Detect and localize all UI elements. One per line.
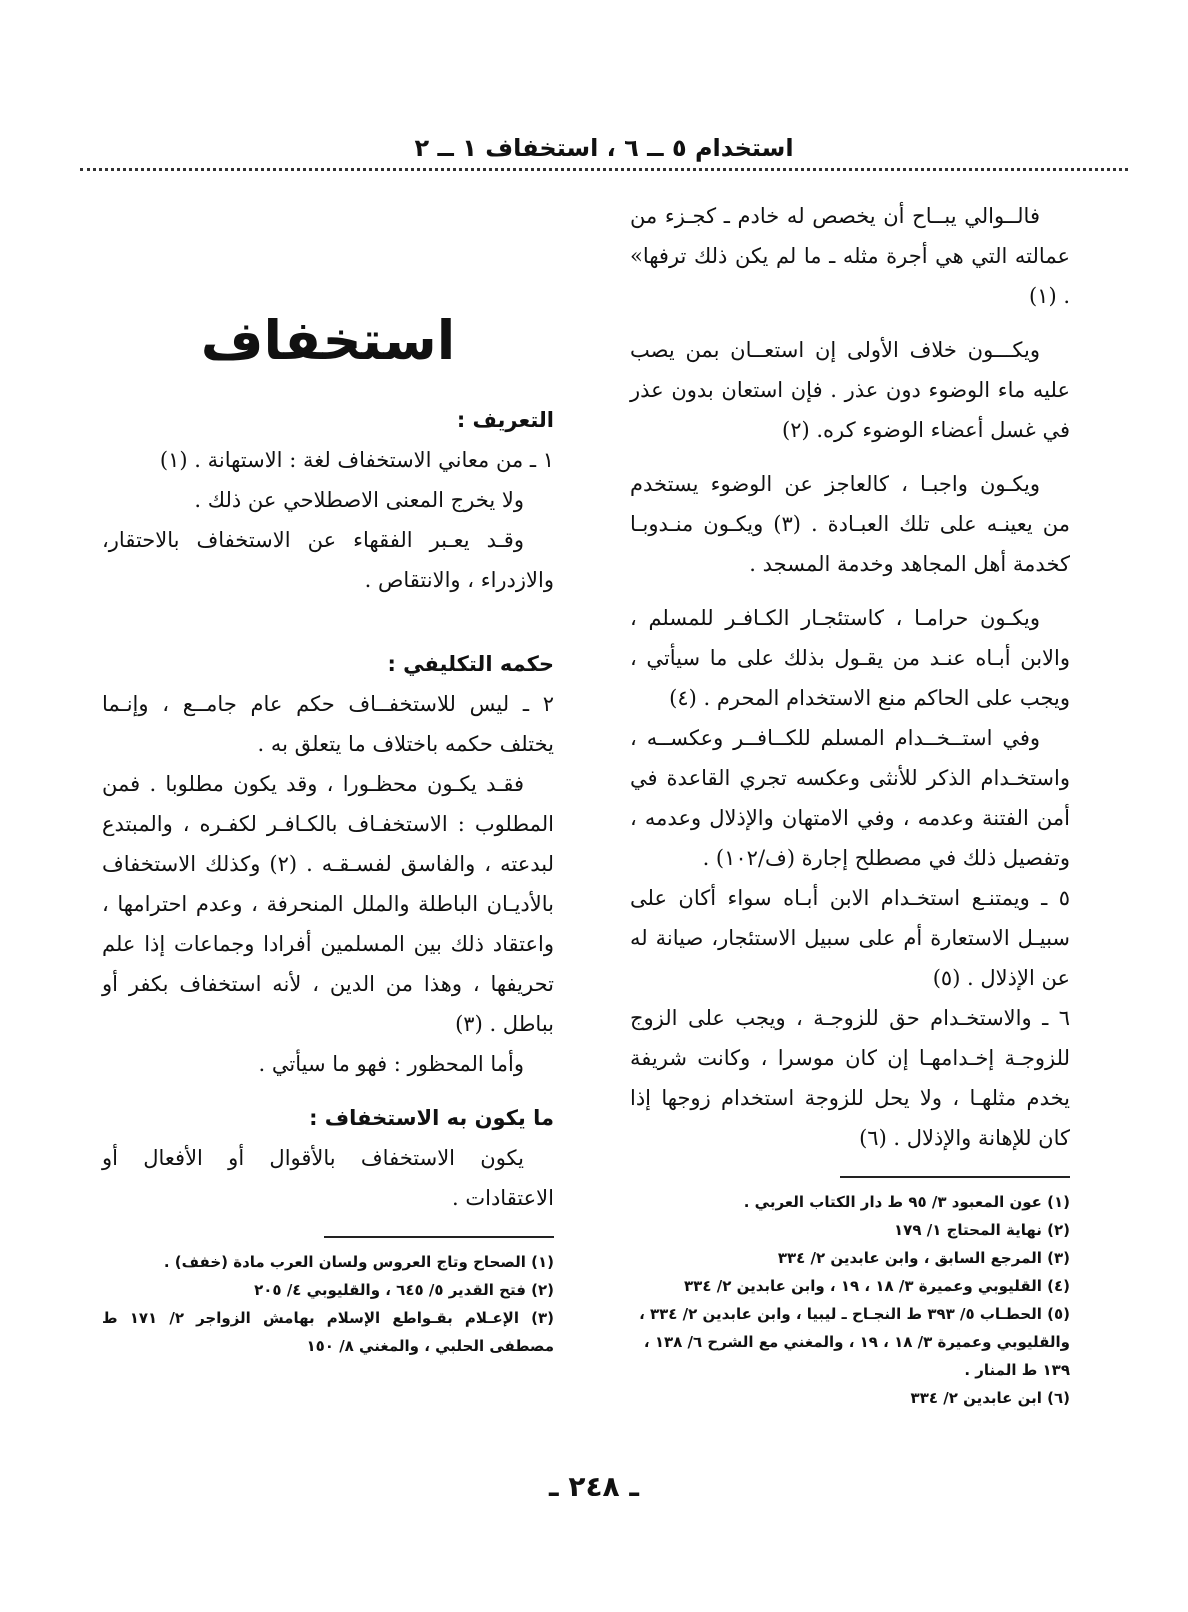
body-paragraph: ولا يخرج المعنى الاصطلاحي عن ذلك . (194, 488, 524, 512)
header-dotted-rule (80, 168, 1128, 171)
footnote: (٢) نهاية المحتاج ١/ ١٧٩ (894, 1221, 1070, 1239)
footnote: (٣) المرجع السابق ، وابن عابدين ٢/ ٣٣٤ (777, 1249, 1070, 1267)
footnote: (٦) ابن عابدين ٢/ ٣٣٤ (910, 1389, 1070, 1407)
body-paragraph: ٢ ـ ليس للاستخفــاف حكم عام جامــع ، وإنـما يختلف حكمه باختلاف ما يتعلق به . (102, 692, 554, 756)
footnote-rule (324, 1236, 554, 1238)
numbered-paragraph-6: ٦ ـ والاستخـدام حق للزوجـة ، ويجب على الزوج للزوجـة إخـدامهـا إن كان موسرا ، وكانت شريفة يخدم مثلهـا ، ولا يحل للزوجة استخدام زوجها إذا كان للإهانة والإذلال . (٦) (630, 1006, 1070, 1150)
footnote-rule (840, 1176, 1070, 1178)
running-header: استخدام ٥ ــ ٦ ، استخفاف ١ ــ ٢ (414, 134, 794, 162)
footnotes-left (102, 1248, 554, 1360)
footnote: والقليوبي وعميرة ٣/ ١٨ ، ١٩ ، والمغني مع الشرح ٦/ ١٣٨ ، (643, 1333, 1070, 1351)
body-paragraph: فقـد يكـون محظـورا ، وقد يكون مطلوبا . فمن المطلوب : الاستخفـاف بالكـافـر لكفـره ، والمبتدع لبدعته ، والفاسق لفسـقـه . (٢) وكذلك الاستخفاف بالأديـان الباطلة والملل المنحرفة ، وعدم احترامها ، واعتقاد ذلك بين المسلمين أفرادا وجماعات إذا علم تحريفها ، وهذا من الدين ، لأنه استخفاف بكفر أو بباطل . (٣) (102, 772, 554, 1036)
footnote: (٤) القليوبي وعميرة ٣/ ١٨ ، ١٩ ، وابن عابدين ٢/ ٣٣٤ (684, 1277, 1070, 1295)
page-number: ـ ٢٤٨ ـ (549, 1470, 639, 1503)
footnote: (٣) الإعـلام بقـواطع الإسلام بهامش الزواجر ٢/ ١٧١ ط مصطفى الحلبي ، والمغني ٨/ ١٥٠ (102, 1309, 555, 1355)
body-paragraph: ويكـون واجبـا ، كالعاجز عن الوضوء يستخدم من يعينـه على تلك العبـادة . (٣) ويكـون منـدوبـا كخدمة أهل المجاهد وخدمة المسجد . (630, 472, 1070, 576)
footnote: ١٣٩ ط المنار . (964, 1361, 1070, 1379)
entry-title: استخفاف (200, 309, 456, 372)
footnote: (١) عون المعبود ٣/ ٩٥ ط دار الكتاب العربي . (743, 1193, 1070, 1211)
footnote: (١) الصحاح وتاج العروس ولسان العرب مادة (خفف) . (163, 1253, 554, 1271)
body-paragraph: وفي استــخــدام المسلم للكــافــر وعكســه ، واستخـدام الذكر للأنثى وعكسه تجري القاعدة في أمن الفتنة وعدمه ، وفي الامتهان والإذلال وعدمه ، وتفصيل ذلك في مصطلح إجارة (ف/١٠٢) . (630, 726, 1070, 870)
body-paragraph: فالــوالي يبــاح أن يخصص له خادم ـ كجـزء من عمالته التي هي أجرة مثله ـ ما لم يكن ذلك ترفها» . (١) (630, 204, 1070, 308)
footnote: (٢) فتح القدير ٥/ ٦٤٥ ، والقليوبي ٤/ ٢٠٥ (254, 1281, 554, 1299)
section-heading-means: ما يكون به الاستخفاف : (309, 1106, 554, 1130)
footnotes-right (630, 1188, 1070, 1412)
body-paragraph: ١ ـ من معاني الاستخفاف لغة : الاستهانة . (١) (159, 448, 554, 472)
body-paragraph: ويكـون حرامـا ، كاستئجـار الكـافـر للمسلم ، والابن أبـاه عنـد من يقـول بذلك على ما سيأتي ، ويجب على الحاكم منع الاستخدام المحرم . (٤) (630, 606, 1070, 710)
section-heading-ruling: حكمه التكليفي : (387, 652, 554, 676)
footnote: (٥) الحطـاب ٥/ ٣٩٣ ط النجـاح ـ ليبيا ، وابن عابدين ٢/ ٣٣٤ ، (639, 1305, 1070, 1323)
right-column (630, 196, 1070, 1412)
body-paragraph: ويكـــون خلاف الأولى إن استعــان بمن يصب عليه ماء الوضوء دون عذر . فإن استعان بدون عذر في غسل أعضاء الوضوء كره. (٢) (630, 338, 1070, 442)
left-column (102, 196, 554, 1360)
numbered-paragraph-5: ٥ ـ ويمتنـع استخـدام الابن أبـاه سواء أكان على سبيـل الاستعارة أم على سبيل الاستئجار، صيانة له عن الإذلال . (٥) (630, 886, 1070, 990)
body-paragraph: وقـد يعـبر الفقهاء عن الاستخفاف بالاحتقار، والازدراء ، والانتقاص . (102, 528, 554, 592)
body-paragraph: يكون الاستخفاف بالأقوال أو الأفعال أو الاعتقادات . (102, 1146, 554, 1210)
body-paragraph: وأما المحظور : فهو ما سيأتي . (258, 1052, 524, 1076)
section-heading-definition: التعريف : (456, 408, 554, 432)
